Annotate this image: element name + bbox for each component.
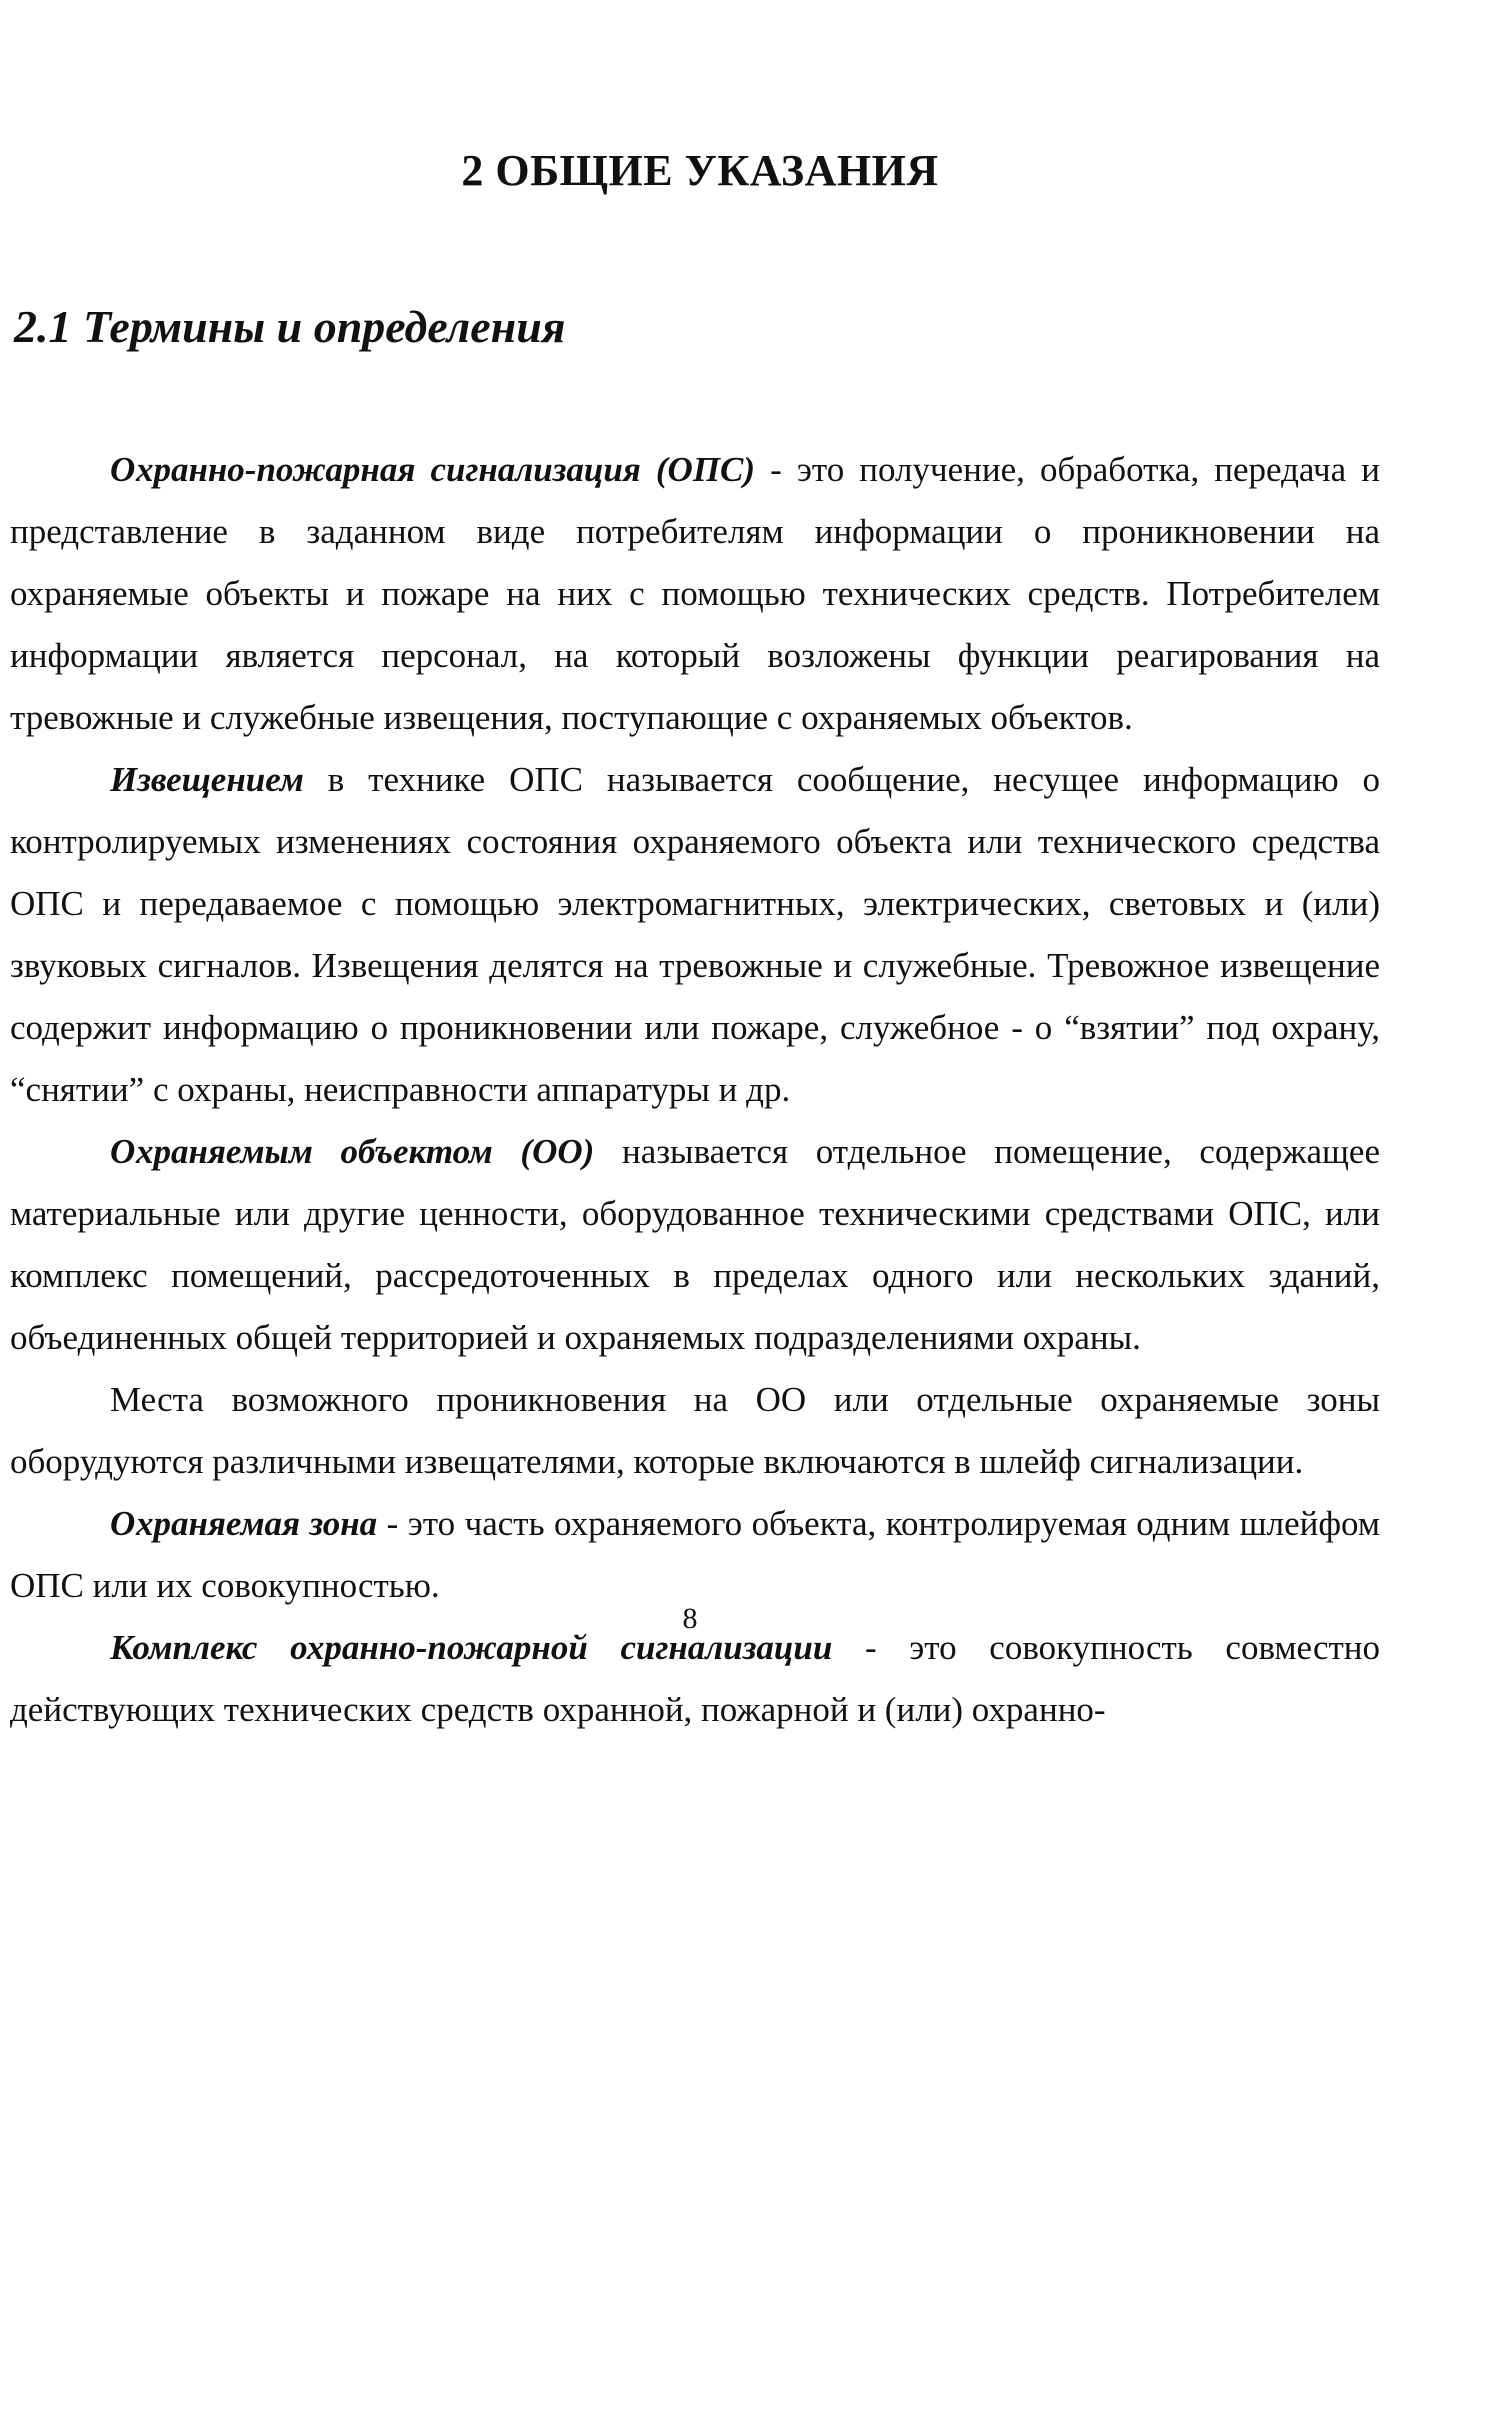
paragraph-ops-definition [10,439,1380,749]
term-notification: Извещением [110,760,304,799]
term-protected-zone: Охраняемая зона [110,1504,378,1543]
definition-text: называется отдельное помещение, содержащее материальные или другие ценности, оборудованное техническими средствами ОПС, или комплекс помещений, рассредоточенных в пределах одного или нескольких зданий, объединенных общей территорией и охраняемых подразделениями охраны. [10,1132,1381,1357]
body-text [10,439,1380,1741]
paragraph-notification-definition [10,749,1380,1121]
paragraph-text: Места возможного проникновения на ОО или отдельные охраняемые зоны оборудуются различными извещателями, которые включаются в шлейф сигнализации. [10,1380,1380,1481]
term-protected-object: Охраняемым объектом (ОО) [110,1132,595,1171]
section-title: 2.1 Термины и определения [14,301,566,352]
paragraph-protected-object-definition [10,1121,1380,1369]
definition-text: - это часть охраняемого объекта, контролируемая одним шлейфом ОПС или их совокупностью. [10,1504,1380,1605]
term-ops-complex: Комплекс охранно-пожарной сигнализации [110,1628,833,1667]
definition-text: - это получение, обработка, передача и представление в заданном виде потребителям информации о проникновении на охраняемые объекты и пожаре на них с помощью технических средств. Потребителем информации является персонал, на который возложены функции реагирования на тревожные и служебные извещения, поступающие с охраняемых объектов. [10,450,1380,737]
paragraph-intrusion-points [10,1369,1380,1493]
term-ops: Охранно-пожарная сигнализация (ОПС) [110,450,756,489]
definition-text: в технике ОПС называется сообщение, несущее информацию о контролируемых изменениях состояния охраняемого объекта или технического средства ОПС и передаваемое с помощью электромагнитных, электрических, световых и (или) звуковых сигналов. Извещения делятся на тревожные и служебные. Тревожное извещение содержит информацию о проникновении или пожаре, служебное - о “взятии” под охрану, “снятии” с охраны, неисправности аппаратуры и др. [10,760,1380,1109]
page-number: 8 [682,1602,698,1635]
definition-text: - это совокупность совместно действующих технических средств охранной, пожарной и (или) охранно- [10,1628,1381,1729]
chapter-title: 2 ОБЩИЕ УКАЗАНИЯ [461,146,939,195]
paragraph-protected-zone-definition [10,1493,1380,1617]
